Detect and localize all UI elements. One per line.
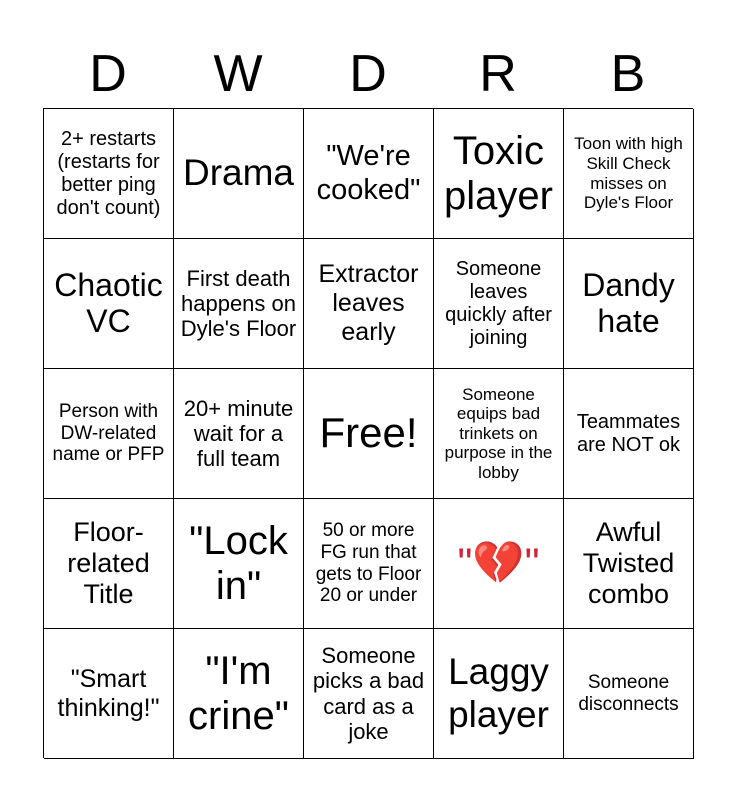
bingo-cell[interactable]: [44, 109, 174, 239]
cell-text: Dandy hate: [582, 266, 675, 339]
bingo-cell[interactable]: [564, 109, 694, 239]
bingo-cell[interactable]: [304, 499, 434, 629]
cell-text: Toon with high Skill Check misses on Dyle's Floor: [574, 134, 683, 213]
bingo-cell[interactable]: [44, 499, 174, 629]
cell-text: 2+ restarts (restarts for better ping don't count): [56, 127, 161, 219]
cell-text: 20+ minute wait for a full team: [183, 395, 294, 472]
free-space-text: Free!: [319, 409, 418, 457]
header-letter-4: R: [479, 45, 517, 103]
bingo-cell[interactable]: [44, 239, 174, 369]
bingo-cell[interactable]: [434, 369, 564, 499]
cell-text: "Smart thinking!": [57, 664, 160, 722]
cell-text: Someone disconnects: [578, 671, 679, 715]
bingo-cell[interactable]: [564, 629, 694, 759]
bingo-header: [43, 40, 693, 108]
cell-text: Someone picks a bad card as a joke: [312, 642, 425, 744]
bingo-cell[interactable]: [434, 239, 564, 369]
header-letter-1: D: [89, 45, 127, 103]
bingo-cell[interactable]: [44, 629, 174, 759]
bingo-cell[interactable]: [174, 499, 304, 629]
cell-text: Toxic player: [444, 128, 553, 218]
cell-text: Awful Twisted combo: [582, 516, 675, 610]
bingo-cell[interactable]: [304, 239, 434, 369]
cell-text: Someone leaves quickly after joining: [445, 257, 552, 349]
broken-heart-text: "💔": [457, 539, 540, 587]
cell-text: Teammates are NOT ok: [576, 410, 681, 456]
cell-text: Drama: [182, 152, 295, 194]
bingo-cell[interactable]: [174, 369, 304, 499]
cell-text: "We're cooked": [316, 140, 421, 206]
cell-text: 50 or more FG run that gets to Floor 20 or under: [315, 519, 422, 607]
bingo-cell[interactable]: [434, 499, 564, 629]
bingo-cell[interactable]: [44, 369, 174, 499]
header-letter-3: D: [349, 45, 387, 103]
cell-text: Laggy player: [448, 650, 549, 735]
bingo-cell[interactable]: [174, 629, 304, 759]
cell-text: "Lock in": [189, 518, 288, 608]
bingo-cell[interactable]: [434, 109, 564, 239]
bingo-cell[interactable]: [564, 499, 694, 629]
bingo-cell[interactable]: [564, 239, 694, 369]
cell-text: First death happens on Dyle's Floor: [180, 265, 297, 342]
cell-text: Someone equips bad trinkets on purpose in the lobby: [444, 384, 553, 482]
free-space-cell[interactable]: [304, 369, 434, 499]
bingo-grid: [43, 108, 693, 758]
bingo-cell[interactable]: [174, 109, 304, 239]
cell-text: Extractor leaves early: [318, 260, 419, 346]
cell-text: Chaotic VC: [54, 266, 163, 339]
cell-text: Floor-related Title: [67, 516, 150, 610]
bingo-cell[interactable]: [174, 239, 304, 369]
bingo-cell[interactable]: [304, 109, 434, 239]
cell-text: Person with DW-related name or PFP: [52, 400, 165, 466]
bingo-cell[interactable]: [434, 629, 564, 759]
cell-text: "I'm crine": [188, 648, 289, 738]
bingo-cell[interactable]: [304, 629, 434, 759]
bingo-cell[interactable]: [564, 369, 694, 499]
header-letter-2: W: [213, 45, 263, 103]
header-letter-5: B: [610, 45, 646, 103]
